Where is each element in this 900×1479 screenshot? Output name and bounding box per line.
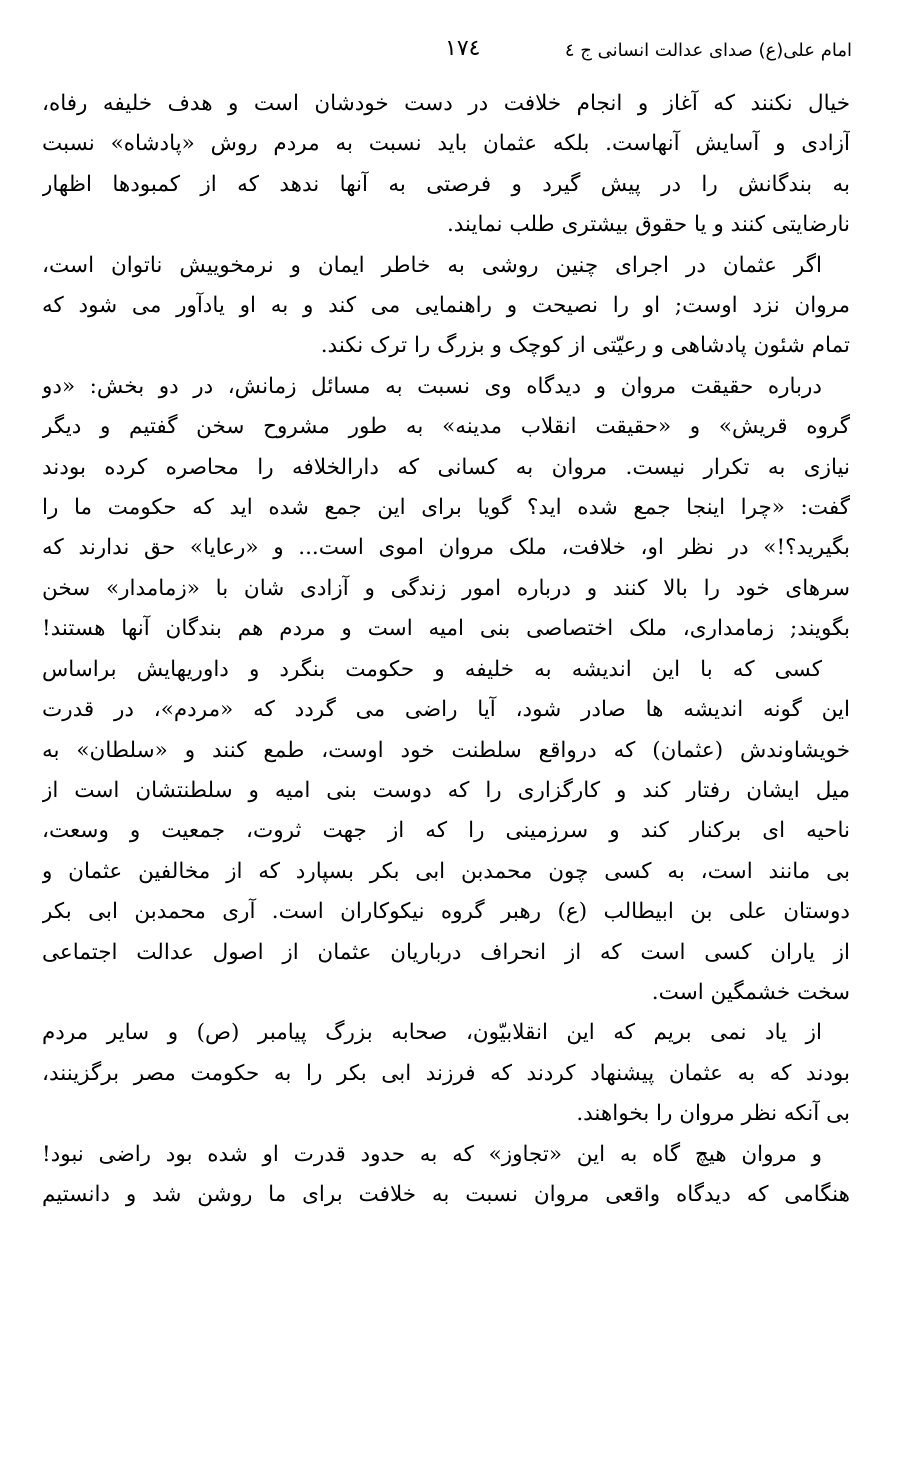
text-line: بی مانند است، به کسی چون محمدبن ابی بکر بسپارد که از مخالفین عثمان و xyxy=(42,858,850,884)
text-line: میل ایشان رفتار کند و کارگزاری را که دوست بنی امیه و سلطنتشان است از xyxy=(42,777,850,803)
text-line: درباره حقیقت مروان و دیدگاه وی نسبت به مسائل زمانش، در دو بخش: «دو xyxy=(42,373,822,399)
text-line: این گونه اندیشه ها صادر شود، آیا راضی می گردد که «مردم»، در قدرت xyxy=(42,697,850,723)
text-line: سرهای خود را بالا کنند و درباره امور زندگی و آزادی شان با «زمامدار» سخن xyxy=(42,575,850,601)
text-line: هنگامی که دیدگاه واقعی مروان نسبت به خلافت برای ما روشن شد و دانستیم xyxy=(42,1181,850,1207)
page-header xyxy=(40,34,852,74)
text-line: ناحیه ای برکنار کند و سرزمینی را که از جهت ثروت، جمعیت و وسعت، xyxy=(42,818,850,844)
text-line: اگر عثمان در اجرای چنین روشی به خاطر ایمان و نرمخوییش ناتوان است، xyxy=(42,252,822,278)
running-title: امام علی(ع) صدای عدالت انسانی ج ٤ xyxy=(564,40,852,61)
paragraph xyxy=(42,367,850,650)
paragraph xyxy=(42,84,850,246)
text-line: گفت: «چرا اینجا جمع شده اید؟ گویا برای این جمع شده اید که حکومت ما را xyxy=(42,495,850,521)
text-line: بودند که به عثمان پیشنهاد کردند که فرزند ابی بکر را به حکومت مصر برگزینند، xyxy=(42,1060,850,1086)
text-line: نارضایتی کنند و یا حقوق بیشتری طلب نمایند. xyxy=(446,212,850,238)
text-line: دوستان علی بن ابیطالب (ع) رهبر گروه نیکوکاران است. آری محمدبن ابی بکر xyxy=(42,899,850,925)
text-line: مروان نزد اوست; او را نصیحت و راهنمایی می کند و به او یادآور می شود که xyxy=(42,293,850,319)
text-line: خویشاوندش (عثمان) که درواقع سلطنت خود اوست، طمع کنند و «سلطان» به xyxy=(42,737,850,763)
text-line: گروه قریش» و «حقیقت انقلاب مدینه» به طور مشروح سخن گفتیم و دیگر xyxy=(42,414,850,440)
text-line: بگیرید؟!» در نظر او، خلافت، ملک مروان اموی است... و «رعایا» حق ندارند که xyxy=(42,535,850,561)
paragraph xyxy=(42,1013,850,1134)
text-line: از یاد نمی بریم که این انقلابیّون، صحابه بزرگ پیامبر (ص) و سایر مردم xyxy=(42,1020,822,1046)
text-line: نیازی به تکرار نیست. مروان به کسانی که دارالخلافه را محاصره کرده بودند xyxy=(42,454,850,480)
text-line: بگویند; زمامداری، ملک اختصاصی بنی امیه است و مردم هم بندگان آنها هستند! xyxy=(42,616,850,642)
body-text xyxy=(42,84,850,1215)
text-line: کسی که با این اندیشه به خلیفه و حکومت بنگرد و داوریهایش براساس xyxy=(42,656,822,682)
paragraph xyxy=(42,1135,850,1216)
paragraph xyxy=(42,246,850,367)
text-line: آزادی و آسایش آنهاست. بلکه عثمان باید نسبت به مردم روش «پادشاه» نسبت xyxy=(42,131,850,157)
paragraph xyxy=(42,650,850,1014)
text-line: خیال نکنند که آغاز و انجام خلافت در دست خودشان است و هدف خلیفه رفاه، xyxy=(42,91,850,116)
page-number: ١٧٤ xyxy=(445,36,481,61)
text-line: به بندگانش را در پیش گیرد و فرصتی به آنها ندهد که از کمبودها اظهار xyxy=(42,171,850,197)
text-line: و مروان هیچ گاه به این «تجاوز» که به حدود قدرت او شده بود راضی نبود! xyxy=(42,1141,822,1167)
text-line: سخت خشمگین است. xyxy=(651,979,850,1005)
text-line: بی آنکه نظر مروان را بخواهند. xyxy=(576,1101,850,1127)
text-line: تمام شئون پادشاهی و رعیّتی از کوچک و بزرگ را ترک نکند. xyxy=(320,333,850,359)
text-line: از یاران کسی است که از انحراف درباریان عثمان از اصول عدالت اجتماعی xyxy=(42,939,850,965)
